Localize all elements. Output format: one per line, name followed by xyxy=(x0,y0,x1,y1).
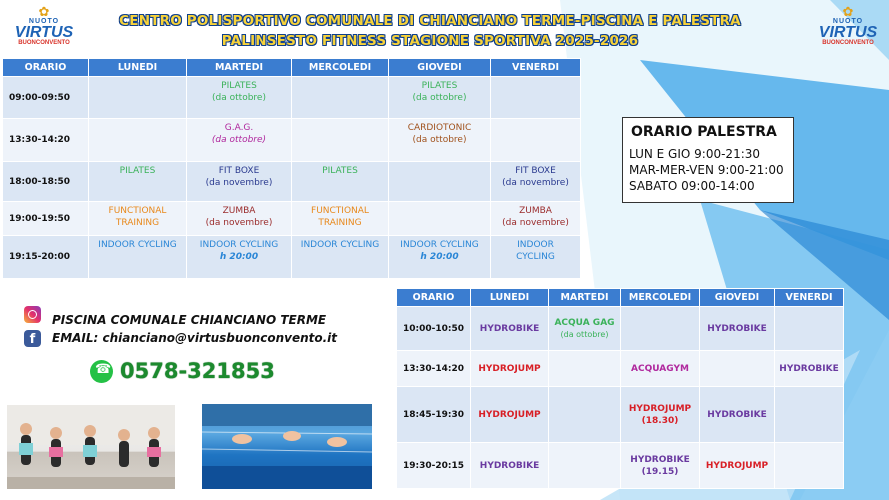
schedule-cell xyxy=(389,162,491,202)
activity-name: FIT BOXE xyxy=(515,166,556,176)
activity-note: (da ottobre) xyxy=(212,93,266,103)
table-row xyxy=(397,307,844,351)
activity-name: HYDROJUMP xyxy=(705,460,769,471)
facebook-icon[interactable]: f xyxy=(24,330,41,347)
activity-name: INDOOR CYCLING xyxy=(300,240,380,250)
activity-name: ACQUAGYM xyxy=(631,363,689,374)
activity-name: HYDROBIKE xyxy=(479,460,540,471)
schedule-cell xyxy=(389,119,491,162)
column-header: VENERDI xyxy=(491,59,581,77)
schedule-cell xyxy=(621,307,700,351)
schedule-cell xyxy=(89,202,187,236)
table-row xyxy=(397,387,844,443)
schedule-cell xyxy=(621,351,700,387)
schedule-cell xyxy=(471,307,549,351)
schedule-cell xyxy=(621,443,700,489)
column-header: MARTEDI xyxy=(187,59,292,77)
activity-note: (da ottobre) xyxy=(412,135,467,145)
schedule-cell xyxy=(89,77,187,119)
schedule-cell xyxy=(187,77,292,119)
email-text: EMAIL: chianciano@virtusbuonconvento.it xyxy=(52,331,338,345)
schedule-cell xyxy=(775,387,844,443)
time-slot: 18:00-18:50 xyxy=(3,162,89,202)
gym-class-photo xyxy=(7,405,175,489)
activity-name: INDOOR xyxy=(517,240,554,250)
activity-note: h 20:00 xyxy=(420,252,459,262)
schedule-cell xyxy=(700,307,775,351)
fitness-schedule-table xyxy=(2,58,581,279)
schedule-cell xyxy=(775,443,844,489)
activity-name: HYDROJUMP xyxy=(628,403,692,414)
schedule-cell xyxy=(471,443,549,489)
pool-schedule-table xyxy=(396,288,844,489)
activity-note: TRAINING xyxy=(318,218,362,228)
time-slot: 10:00-10:50 xyxy=(397,307,471,351)
page-subtitle: PALINSESTO FITNESS STAGIONE SPORTIVA 2025-2026 xyxy=(221,33,639,49)
activity-name: INDOOR CYCLING xyxy=(400,240,479,250)
time-slot: 18:45-19:30 xyxy=(397,387,471,443)
activity-note: (da ottobre) xyxy=(560,329,609,339)
activity-name: HYDROJUMP xyxy=(478,363,541,374)
activity-note: (19.15) xyxy=(641,466,679,477)
activity-name: HYDROBIKE xyxy=(630,454,690,465)
schedule-cell xyxy=(187,119,292,162)
column-header: GIOVEDI xyxy=(700,289,775,307)
time-slot: 09:00-09:50 xyxy=(3,77,89,119)
time-slot: 19:30-20:15 xyxy=(397,443,471,489)
column-header: LUNEDI xyxy=(89,59,187,77)
time-slot: 19:00-19:50 xyxy=(3,202,89,236)
schedule-cell xyxy=(292,119,389,162)
activity-name: INDOOR CYCLING xyxy=(199,240,279,250)
activity-name: G.A.G. xyxy=(224,123,254,133)
schedule-cell xyxy=(621,387,700,443)
instagram-icon[interactable] xyxy=(24,306,41,323)
activity-name: HYDROBIKE xyxy=(479,323,540,334)
schedule-cell xyxy=(471,387,549,443)
column-header: MERCOLEDI xyxy=(621,289,700,307)
schedule-cell xyxy=(471,351,549,387)
table-row xyxy=(3,236,581,279)
schedule-cell xyxy=(389,202,491,236)
logo-left-brand: VIRTUS xyxy=(14,24,74,41)
activity-name: HYDROBIKE xyxy=(707,409,767,420)
column-header: GIOVEDI xyxy=(389,59,491,77)
time-slot: 19:15-20:00 xyxy=(3,236,89,279)
table-row xyxy=(397,351,844,387)
schedule-cell xyxy=(491,119,581,162)
pool-photo xyxy=(202,404,372,489)
activity-note: (da novembre) xyxy=(205,178,273,188)
table-row xyxy=(3,77,581,119)
schedule-cell xyxy=(549,351,621,387)
table-row xyxy=(3,202,581,236)
logo-right-small: NUOTO xyxy=(832,18,864,25)
activity-name: PILATES xyxy=(322,166,358,176)
logo-left-sub: BUONCONVENTO xyxy=(18,40,70,46)
column-header: ORARIO xyxy=(3,59,89,77)
table-row xyxy=(3,119,581,162)
column-header: LUNEDI xyxy=(471,289,549,307)
activity-name: FUNCTIONAL xyxy=(311,206,369,216)
schedule-cell xyxy=(700,387,775,443)
gym-hours-title: ORARIO PALESTRA xyxy=(631,124,777,140)
column-header: MARTEDI xyxy=(549,289,621,307)
schedule-cell xyxy=(491,202,581,236)
gym-hours-line: SABATO 09:00-14:00 xyxy=(629,179,755,193)
logo-left-small: NUOTO xyxy=(28,18,60,25)
activity-name: PILATES xyxy=(421,81,458,91)
activity-name: HYDROBIKE xyxy=(779,363,839,374)
schedule-cell xyxy=(491,77,581,119)
logo-left xyxy=(6,6,82,46)
bird-icon: ✿ xyxy=(842,4,854,19)
schedule-cell xyxy=(491,236,581,279)
schedule-cell xyxy=(491,162,581,202)
whatsapp-icon[interactable] xyxy=(90,360,113,383)
schedule-cell xyxy=(89,162,187,202)
activity-note: CYCLING xyxy=(516,252,555,262)
activity-name: INDOOR CYCLING xyxy=(98,240,177,250)
schedule-cell xyxy=(187,162,292,202)
schedule-cell xyxy=(389,77,491,119)
activity-note: (da ottobre) xyxy=(211,135,267,145)
schedule-cell xyxy=(292,236,389,279)
activity-name: ZUMBA xyxy=(519,206,552,216)
schedule-cell xyxy=(700,443,775,489)
pool-name: PISCINA COMUNALE CHIANCIANO TERME xyxy=(52,313,327,327)
table-row xyxy=(3,162,581,202)
activity-note: TRAINING xyxy=(115,218,160,228)
time-slot: 13:30-14:20 xyxy=(3,119,89,162)
schedule-cell xyxy=(187,202,292,236)
column-header: MERCOLEDI xyxy=(292,59,389,77)
activity-name: ACQUA GAG xyxy=(554,317,615,328)
time-slot: 13:30-14:20 xyxy=(397,351,471,387)
activity-note: (da novembre) xyxy=(502,178,569,188)
page-title: CENTRO POLISPORTIVO COMUNALE DI CHIANCIANO TERME-PISCINA E PALESTRA xyxy=(119,13,741,29)
schedule-cell xyxy=(187,236,292,279)
schedule-cell xyxy=(549,307,621,351)
activity-name: CARDIOTONIC xyxy=(407,123,472,133)
gym-hours-box xyxy=(622,117,794,203)
schedule-cell xyxy=(292,162,389,202)
logo-right-brand: VIRTUS xyxy=(818,24,878,41)
activity-name: PILATES xyxy=(221,81,257,91)
activity-note: (da novembre) xyxy=(205,218,273,228)
schedule-cell xyxy=(549,443,621,489)
schedule-cell xyxy=(549,387,621,443)
bird-icon: ✿ xyxy=(38,4,50,19)
schedule-cell xyxy=(775,351,844,387)
phone-number: 0578-321853 xyxy=(120,359,275,383)
activity-note: h 20:00 xyxy=(219,252,259,262)
schedule-cell xyxy=(775,307,844,351)
activity-name: HYDROBIKE xyxy=(707,323,767,334)
activity-note: (da ottobre) xyxy=(412,93,467,103)
schedule-cell xyxy=(389,236,491,279)
schedule-cell xyxy=(89,236,187,279)
activity-note: (18.30) xyxy=(641,415,679,426)
schedule-cell xyxy=(700,351,775,387)
column-header: ORARIO xyxy=(397,289,471,307)
activity-name: FIT BOXE xyxy=(218,166,260,176)
schedule-cell xyxy=(292,77,389,119)
gym-hours-line: LUN E GIO 9:00-21:30 xyxy=(629,147,761,161)
logo-right-sub: BUONCONVENTO xyxy=(822,40,874,46)
schedule-cell xyxy=(89,119,187,162)
table-row xyxy=(397,443,844,489)
activity-name: PILATES xyxy=(119,166,156,176)
logo-right xyxy=(812,6,884,46)
schedule-cell xyxy=(292,202,389,236)
gym-hours-line: MAR-MER-VEN 9:00-21:00 xyxy=(629,163,784,177)
activity-name: HYDROJUMP xyxy=(478,409,541,420)
activity-note: (da novembre) xyxy=(502,218,569,228)
column-header: VENERDI xyxy=(775,289,844,307)
activity-name: FUNCTIONAL xyxy=(108,206,167,216)
activity-name: ZUMBA xyxy=(222,206,256,216)
